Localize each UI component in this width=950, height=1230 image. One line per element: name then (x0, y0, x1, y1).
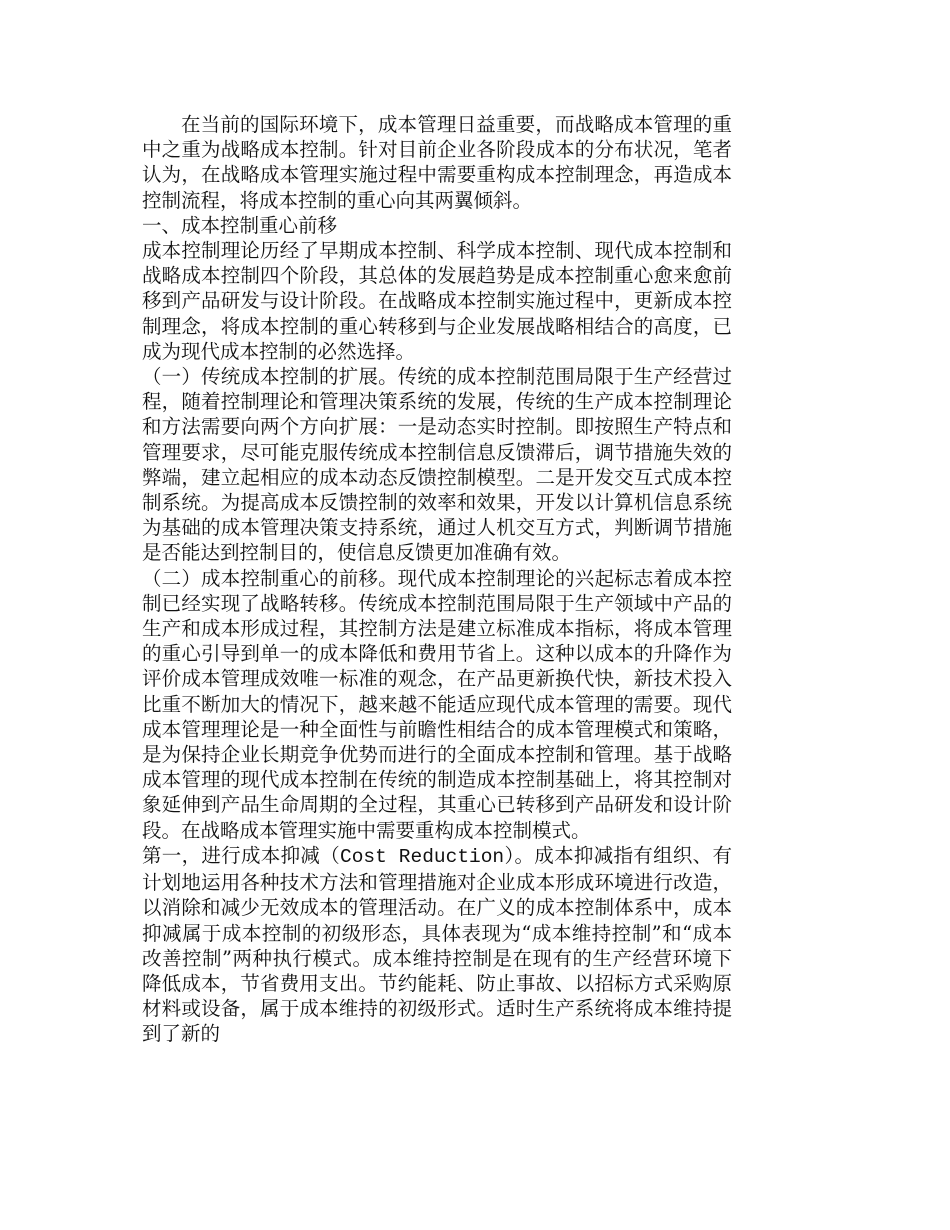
document-page (142, 112, 732, 1047)
first-point-body: ）。成本抑减指有组织、有计划地运用各种技术方法和管理措施对企业成本形成环境进行改造，以消除和减少无效成本的管理活动。在广义的成本控制体系中，成本抑减属于成本控制的初级形态，具体表现为“成本维持控制”和“成本改善控制”两种执行模式。成本维持控制是在现有的生产经营环境下降低成本，节省费用支出。节约能耗、防止事故、以招标方式采购原材料或设备，属于成本维持的初级形式。适时生产系统将成本维持提到了新的 (142, 843, 732, 1046)
first-point-term: Cost Reduction (340, 845, 505, 868)
intro-paragraph: 在当前的国际环境下，成本管理日益重要，而战略成本管理的重中之重为战略成本控制。针对目前企业各阶段成本的分布状况，笔者认为，在战略成本管理实施过程中需要重构成本控制理念，再造成本控制流程，将成本控制的重心向其两翼倾斜。 (142, 113, 732, 212)
section-heading: 一、成本控制重心前移 (142, 213, 338, 237)
first-point-prefix: 第一，进行成本抑减（ (142, 843, 340, 867)
first-point-paragraph (142, 843, 732, 1047)
section-body-paragraph: 成本控制理论历经了早期成本控制、科学成本控制、现代成本控制和战略成本控制四个阶段，其总体的发展趋势是成本控制重心愈来愈前移到产品研发与设计阶段。在战略成本控制实施过程中，更新成本控制理念，将成本控制的重心转移到与企业发展战略相结合的高度，已成为现代成本控制的必然选择。 (142, 239, 732, 363)
subsection-1-paragraph: （一）传统成本控制的扩展。传统的成本控制范围局限于生产经营过程，随着控制理论和管理决策系统的发展，传统的生产成本控制理论和方法需要向两个方向扩展：一是动态实时控制。即按照生产特点和管理要求，尽可能克服传统成本控制信息反馈滞后，调节措施失效的弊端，建立起相应的成本动态反馈控制模型。二是开发交互式成本控制系统。为提高成本反馈控制的效率和效果，开发以计算机信息系统为基础的成本管理决策支持系统，通过人机交互方式，判断调节措施是否能达到控制目的，使信息反馈更加准确有效。 (142, 365, 732, 565)
subsection-2-paragraph: （二）成本控制重心的前移。现代成本控制理论的兴起标志着成本控制已经实现了战略转移。传统成本控制范围局限于生产领域中产品的生产和成本形成过程，其控制方法是建立标准成本指标，将成本管理的重心引导到单一的成本降低和费用节省上。这种以成本的升降作为评价成本管理成效唯一标准的观念，在产品更新换代快，新技术投入比重不断加大的情况下，越来越不能适应现代成本管理的需要。现代成本管理理论是一种全面性与前瞻性相结合的成本管理模式和策略，是为保持企业长期竞争优势而进行的全面成本控制和管理。基于战略成本管理的现代成本控制在传统的制造成本控制基础上，将其控制对象延伸到产品生命周期的全过程，其重心已转移到产品研发和设计阶段。在战略成本管理实施中需要重构成本控制模式。 (142, 566, 732, 842)
